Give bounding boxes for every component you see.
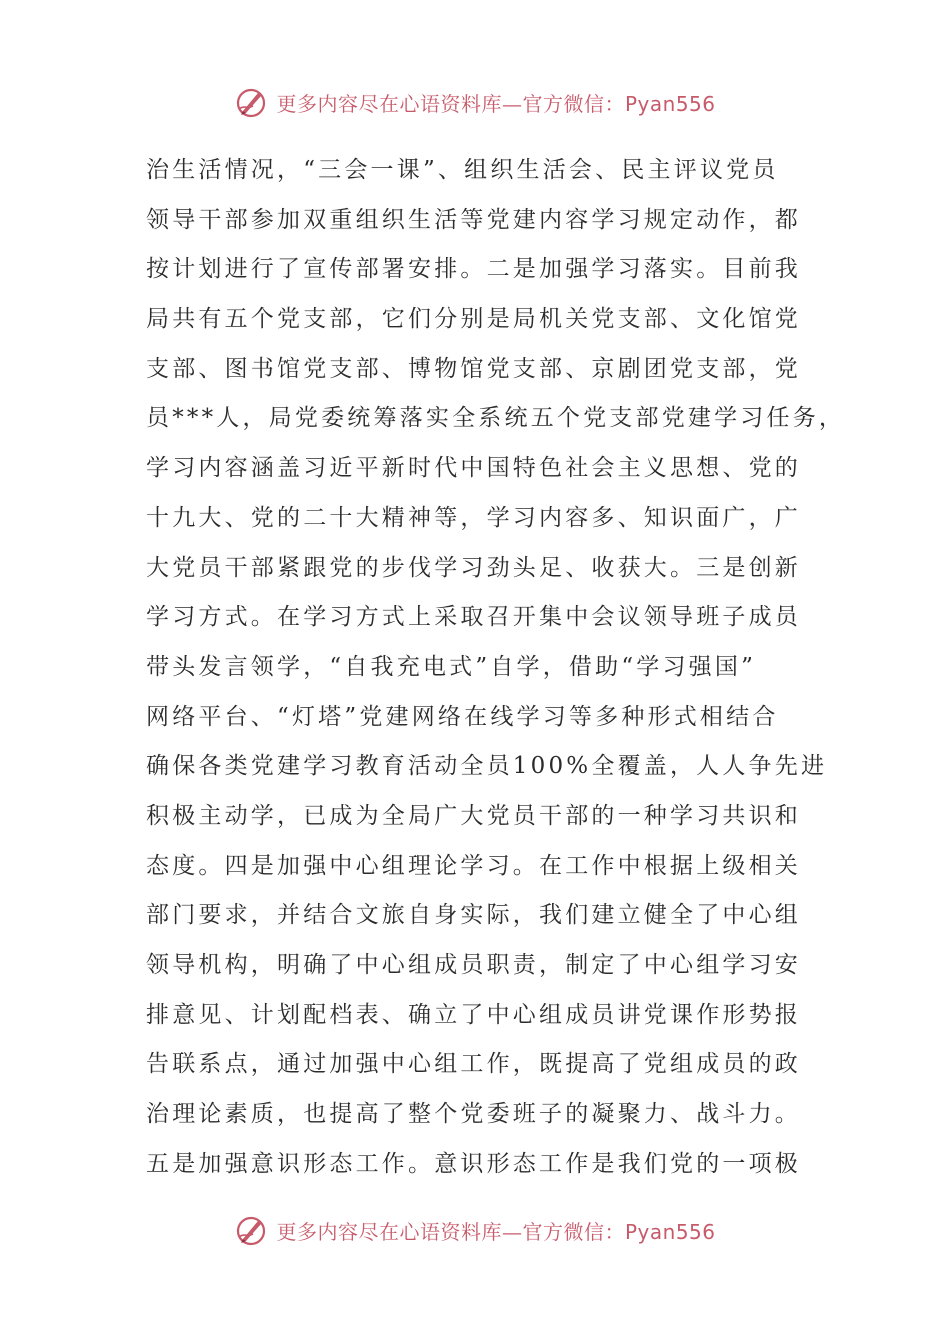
body-line: 五是加强意识形态工作。意识形态工作是我们党的一项极 xyxy=(146,1150,801,1177)
body-line: 学习内容涵盖习近平新时代中国特色社会主义思想、党的 xyxy=(146,455,801,482)
watermark-separator: — xyxy=(501,91,523,116)
body-line: 排意见、计划配档表、确立了中心组成员讲党课作形势报 xyxy=(146,1001,801,1028)
body-line: 领导机构，明确了中心组成员职责，制定了中心组学习安 xyxy=(146,952,801,978)
watermark-text xyxy=(276,88,715,117)
watermark-site-text: 更多内容尽在心语资料库 xyxy=(276,91,502,116)
pen-logo-icon xyxy=(234,85,268,119)
body-line: 按计划进行了宣传部署安排。二是加强学习落实。目前我 xyxy=(146,256,801,283)
body-line: 确保各类党建学习教育活动全员100%全覆盖，人人争先进 xyxy=(146,753,828,780)
body-line: 局共有五个党支部，它们分别是局机关党支部、文化馆党 xyxy=(146,306,801,333)
body-line: 支部、图书馆党支部、博物馆党支部、京剧团党支部，党 xyxy=(146,355,801,382)
watermark-wechat-id: Pyan556 xyxy=(624,1219,716,1244)
watermark-separator: — xyxy=(501,1219,523,1244)
body-line: 治理论素质，也提高了整个党委班子的凝聚力、战斗力。 xyxy=(146,1101,801,1128)
watermark-wechat-label: 官方微信： xyxy=(522,1219,625,1244)
watermark-text xyxy=(276,1216,715,1245)
header-watermark xyxy=(0,80,950,124)
body-line: 治生活情况，“三会一课”、组织生活会、民主评议党员 xyxy=(146,157,779,183)
body-line: 告联系点，通过加强中心组工作，既提高了党组成员的政 xyxy=(146,1051,801,1078)
document-body xyxy=(146,146,846,1189)
body-line: 网络平台、“灯塔”党建网络在线学习等多种形式相结合 xyxy=(146,703,779,730)
pen-logo-icon xyxy=(234,1213,268,1247)
body-line: 部门要求，并结合文旅自身实际，我们建立健全了中心组 xyxy=(146,902,801,929)
footer-watermark xyxy=(0,1208,950,1252)
watermark-wechat-label: 官方微信： xyxy=(522,91,625,116)
body-line: 大党员干部紧跟党的步伐学习劲头足、收获大。三是创新 xyxy=(146,554,801,581)
watermark-wechat-id: Pyan556 xyxy=(624,91,716,116)
body-line: 十九大、党的二十大精神等，学习内容多、知识面广，广 xyxy=(146,504,801,531)
body-line: 员***人，局党委统筹落实全系统五个党支部党建学习任务， xyxy=(146,405,846,432)
body-line: 学习方式。在学习方式上采取召开集中会议领导班子成员 xyxy=(146,604,801,631)
watermark-site-text: 更多内容尽在心语资料库 xyxy=(276,1219,502,1244)
body-line: 积极主动学，已成为全局广大党员干部的一种学习共识和 xyxy=(146,802,801,829)
body-line: 带头发言领学，“自我充电式”自学，借助“学习强国” xyxy=(146,653,757,680)
body-line: 领导干部参加双重组织生活等党建内容学习规定动作，都 xyxy=(146,206,801,233)
body-line: 态度。四是加强中心组理论学习。在工作中根据上级相关 xyxy=(146,852,801,879)
